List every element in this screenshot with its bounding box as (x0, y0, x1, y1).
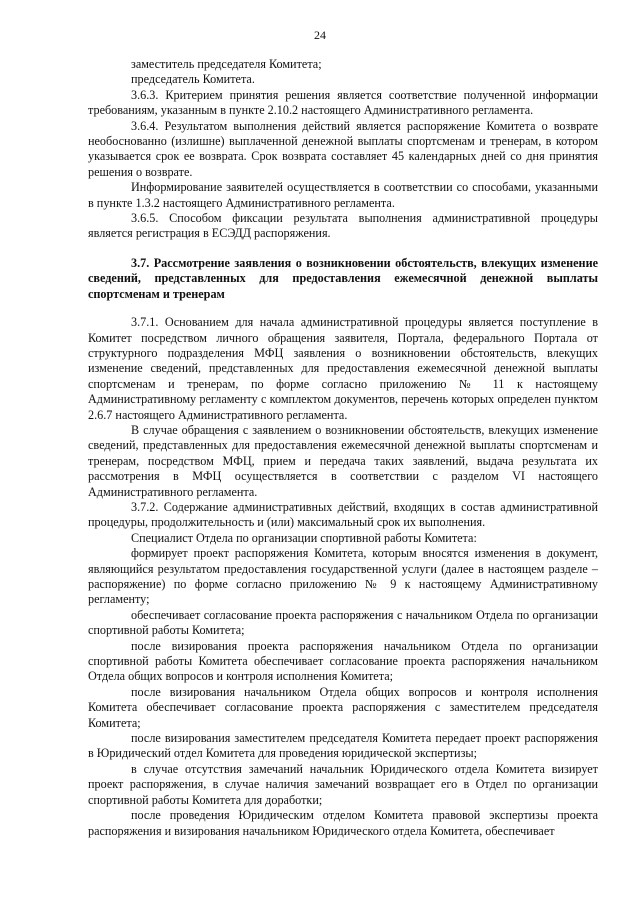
paragraph: 3.7.1. Основанием для начала административной процедуры является поступление в Комитет посредством личного обращения заявителя, Портала, федерального Портала от структурного подразделения МФЦ заявления о возникновении обстоятельств, влекущих изменение сведений, представленных для предоставления ежемесячной денежной выплаты спортсменам и тренерам, по форме согласно приложению № 11 к настоящему Административному регламенту с комплектом документов, перечень которых определен пунктом 2.6.7 настоящего Административного регламента. (88, 315, 598, 422)
paragraph: председатель Комитета. (131, 72, 255, 87)
page-number: 24 (314, 28, 326, 42)
document-body (88, 57, 598, 839)
paragraph: после визирования проекта распоряжения начальником Отдела по организации спортивной работы Комитета обеспечивает согласование проекта распоряжения начальником Отдела общих вопросов и контроля исполнения Комитета; (88, 638, 598, 684)
paragraph: после проведения Юридическим отделом Комитета правовой экспертизы проекта распоряжения и визирования начальником Юридического отдела Комитета, обеспечивает (88, 808, 598, 838)
paragraph: Информирование заявителей осуществляется в соответствии со способами, указанными в пункте 1.3.2 настоящего Административного регламента. (88, 180, 598, 210)
paragraph: обеспечивает согласование проекта распоряжения с начальником Отдела по организации спортивной работы Комитета; (88, 607, 598, 638)
paragraph: в случае отсутствия замечаний начальник Юридического отдела Комитета визирует проект распоряжения, в случае наличия замечаний возвращает его в Отдел по организации спортивной работы Комитета для доработки; (88, 761, 598, 807)
section-heading: 3.7. Рассмотрение заявления о возникновении обстоятельств, влекущих изменение сведений, представленных для предоставления ежемесячной денежной выплаты спортсменам и тренерам (88, 255, 598, 301)
paragraph: 3.7.2. Содержание административных действий, входящих в состав административной процедуры, продолжительность и (или) максимальный срок их выполнения. (88, 499, 598, 530)
paragraph: 3.6.3. Критерием принятия решения является соответствие полученной информации требованиям, указанным в пункте 2.10.2 настоящего Административного регламента. (88, 87, 598, 118)
paragraph: после визирования заместителем председателя Комитета передает проект распоряжения в Юридический отдел Комитета для проведения юридической экспертизы; (88, 731, 598, 761)
paragraph: В случае обращения с заявлением о возникновении обстоятельств, влекущих изменение сведений, представленных для предоставления ежемесячной денежной выплаты спортсменам и тренерам, посредством МФЦ, прием и передача таких заявлений, выдача результата их рассмотрения в МФЦ осуществляется в соответствии с разделом VI настоящего Административного регламента. (88, 422, 598, 499)
paragraph: 3.6.4. Результатом выполнения действий является распоряжение Комитета о возврате необоснованно (излишне) выплаченной денежной выплаты спортсменам и тренерам, в котором указывается срок ее возврата. Срок возврата составляет 45 календарных дней со дня принятия решения о возврате. (88, 118, 598, 179)
paragraph: Специалист Отдела по организации спортивной работы Комитета: (131, 530, 477, 545)
paragraph: заместитель председателя Комитета; (131, 57, 322, 71)
paragraph: после визирования начальником Отдела общих вопросов и контроля исполнения Комитета обеспечивает согласование проекта распоряжения с заместителем председателя Комитета; (88, 684, 598, 730)
paragraph: 3.6.5. Способом фиксации результата выполнения административной процедуры является регистрация в ЕСЭДД распоряжения. (88, 211, 598, 241)
paragraph: формирует проект распоряжения Комитета, которым вносятся изменения в документ, являющийся результатом предоставления государственной услуги (далее в настоящем разделе – распоряжение) по форме согласно приложению № 9 к настоящему Административному регламенту; (88, 546, 598, 607)
